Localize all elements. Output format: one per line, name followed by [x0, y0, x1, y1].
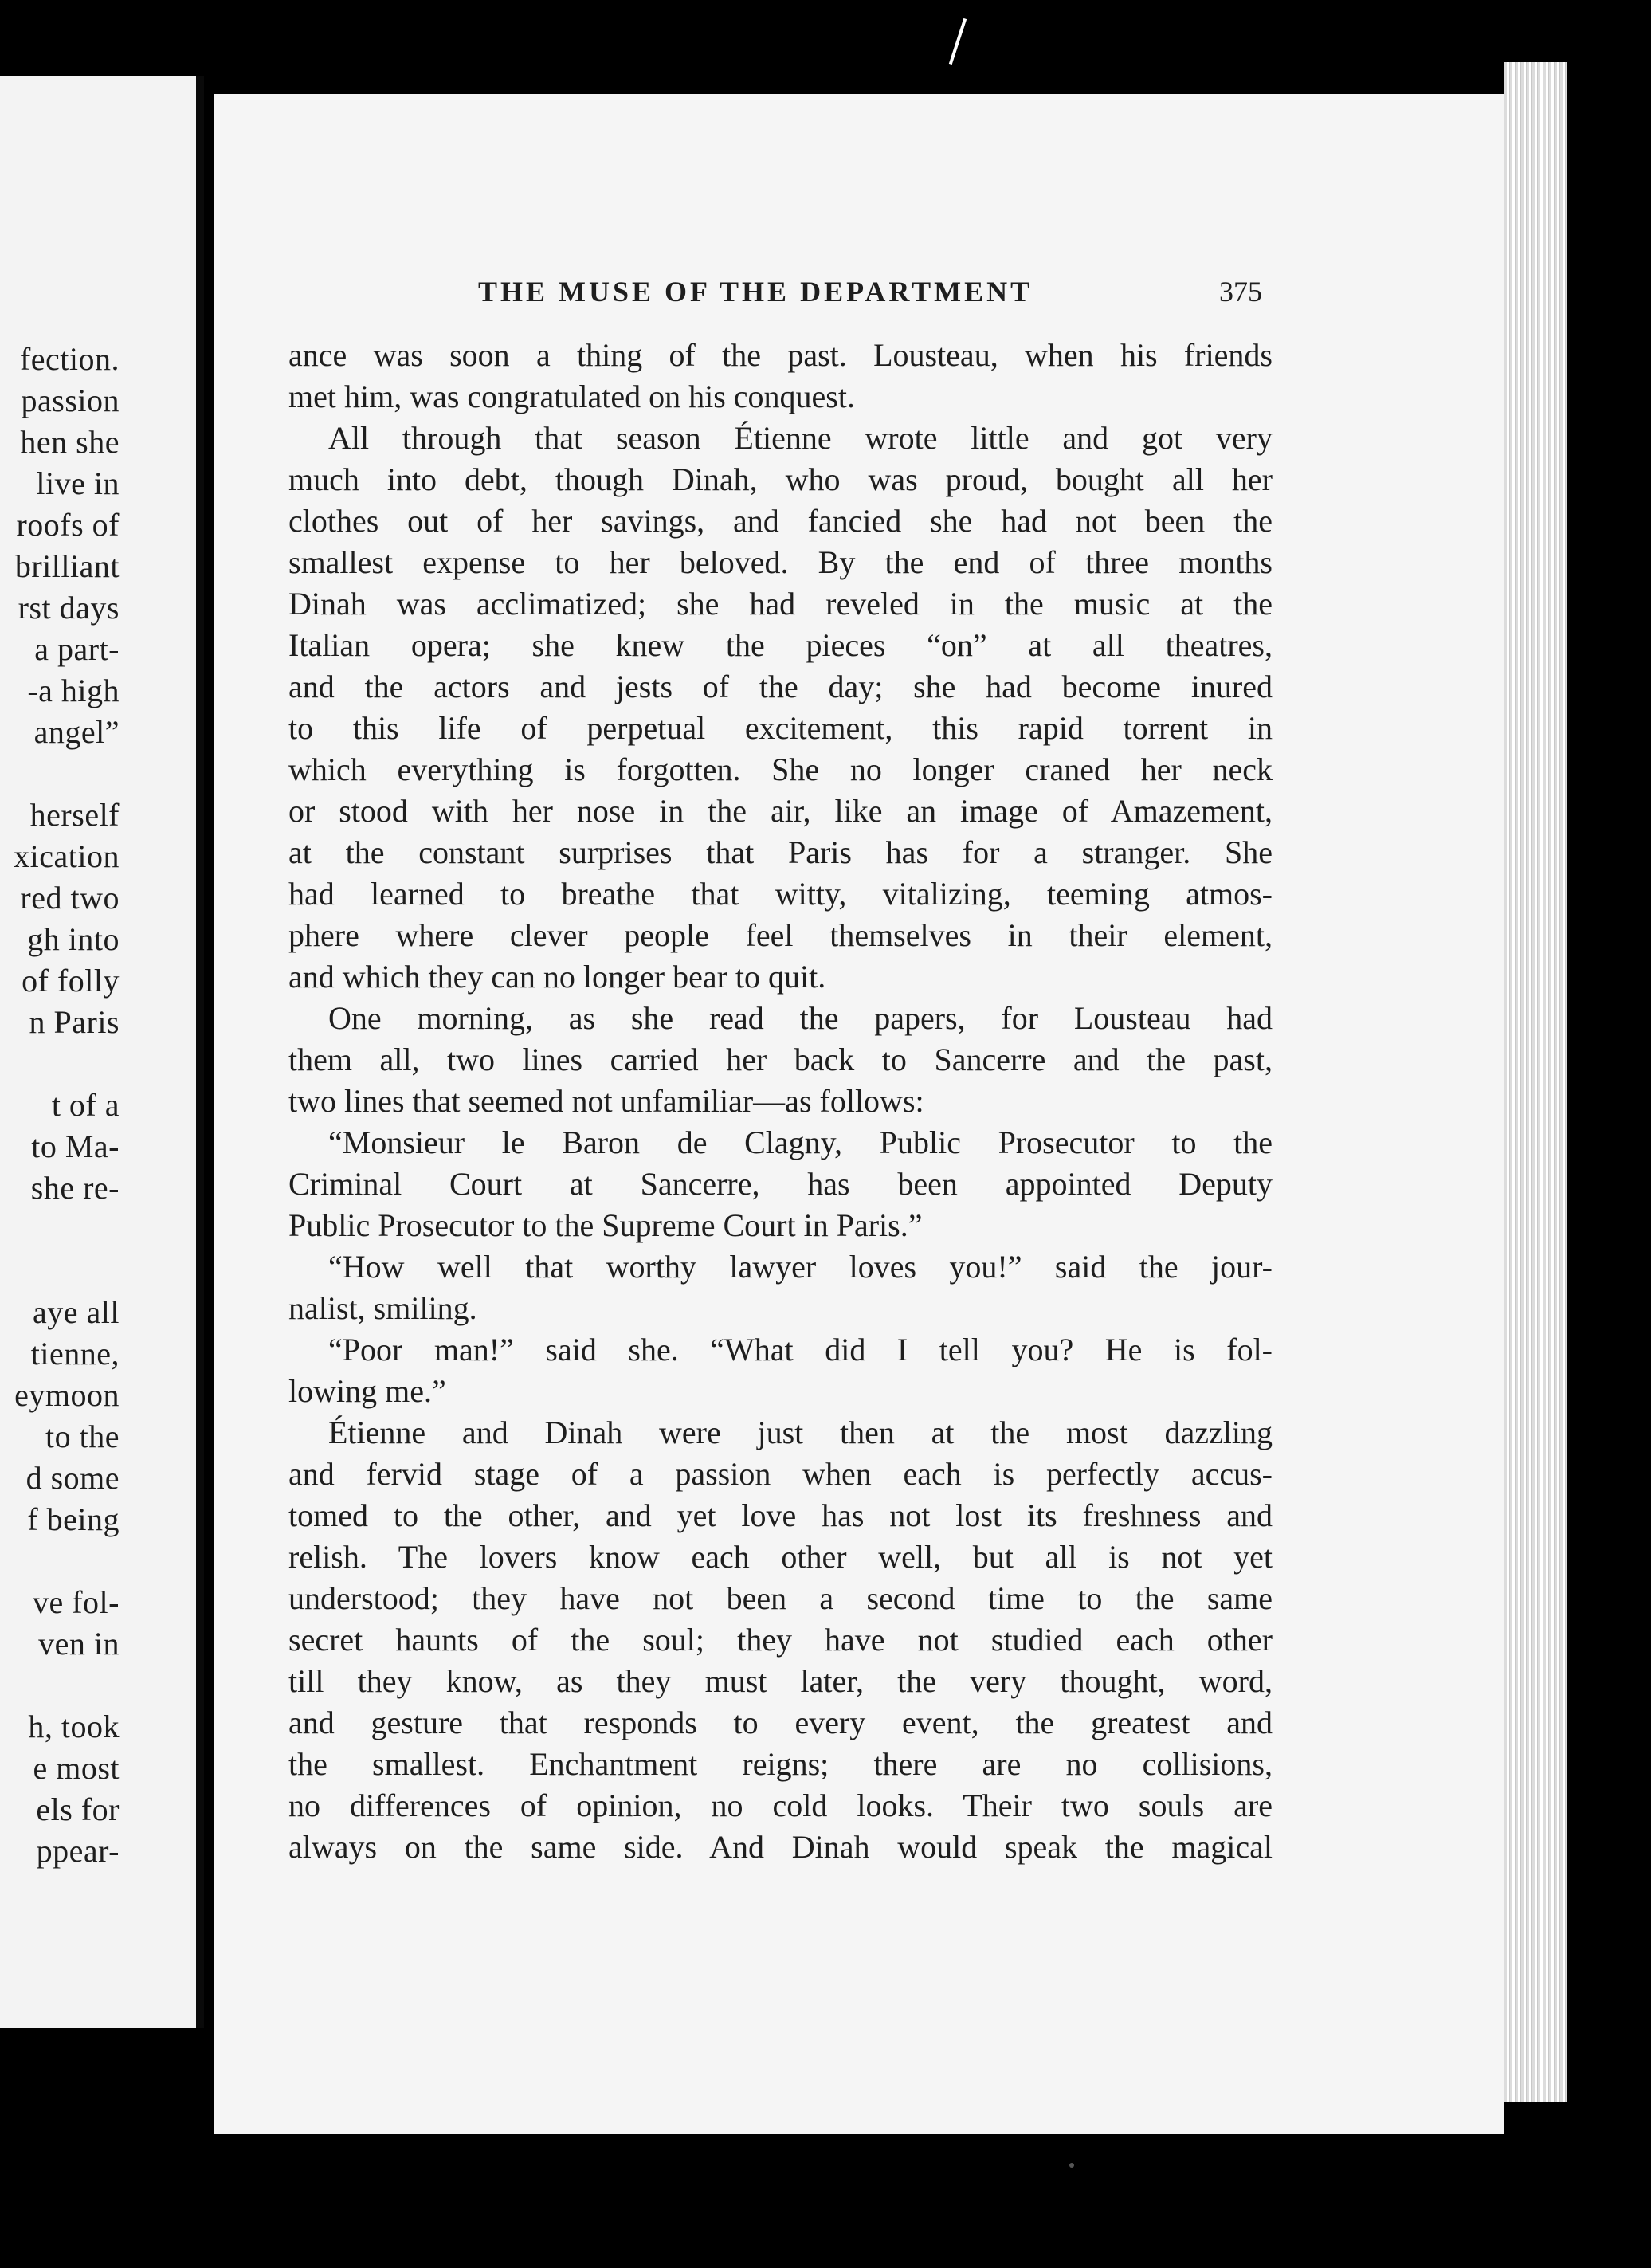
facing-page-line: tienne,	[30, 1336, 120, 1371]
text-line: two lines that seemed not unfamiliar—as follows:	[288, 1083, 924, 1119]
text-line: One morning, as she read the papers, for Lousteau had	[328, 1000, 1273, 1036]
facing-page-line: brilliant	[14, 548, 120, 584]
facing-page-line: xication	[14, 838, 120, 874]
text-line: “Poor man!” said she. “What did I tell you? He is fol-	[328, 1332, 1273, 1367]
facing-page-line: ppear-	[36, 1833, 120, 1869]
facing-page-line: els for	[36, 1791, 120, 1827]
facing-page-line: fection.	[19, 341, 120, 377]
text-line: Étienne and Dinah were just then at the most dazzling	[328, 1415, 1273, 1450]
facing-page-line: n Paris	[29, 1004, 120, 1040]
text-line: no differences of opinion, no cold looks. Their two souls are	[288, 1787, 1273, 1823]
facing-page-line: h, took	[28, 1709, 120, 1744]
text-line: nalist, smiling.	[288, 1290, 477, 1326]
text-line: and fervid stage of a passion when each is perfectly accus-	[288, 1456, 1273, 1492]
facing-page-line: live in	[36, 465, 120, 501]
text-line: “Monsieur le Baron de Clagny, Public Prosecutor to the	[328, 1124, 1273, 1160]
text-line: at the constant surprises that Paris has for a stranger. She	[288, 834, 1273, 870]
facing-page-line: d some	[25, 1460, 120, 1496]
text-line: the smallest. Enchantment reigns; there are no collisions,	[288, 1746, 1273, 1782]
scan-speck	[1069, 2163, 1074, 2168]
text-line: Criminal Court at Sancerre, has been appointed Deputy	[288, 1166, 1273, 1202]
facing-page-fragment	[0, 76, 204, 2028]
running-head: THE MUSE OF THE DEPARTMENT	[478, 276, 1033, 308]
facing-page-line: ven in	[38, 1626, 120, 1662]
text-line: always on the same side. And Dinah would speak the magical	[288, 1829, 1273, 1865]
text-line: Public Prosecutor to the Supreme Court in Paris.”	[288, 1207, 923, 1243]
text-line: and gesture that responds to every event, the greatest and	[288, 1705, 1273, 1740]
facing-page-line: e most	[33, 1750, 120, 1786]
facing-page-line: hen she	[20, 424, 120, 460]
scan-mark	[949, 18, 967, 65]
text-line: which everything is forgotten. She no longer craned her neck	[288, 751, 1273, 787]
page-number: 375	[1219, 276, 1262, 308]
text-line: phere where clever people feel themselves in their element,	[288, 917, 1273, 953]
facing-page-line: of folly	[22, 963, 120, 999]
facing-page-line: aye all	[33, 1294, 120, 1330]
text-line: tomed to the other, and yet love has not lost its freshness and	[288, 1497, 1273, 1533]
text-line: Dinah was acclimatized; she had reveled in the music at the	[288, 586, 1273, 622]
facing-page-line: rst days	[18, 590, 120, 626]
text-line: Italian opera; she knew the pieces “on” at all theatres,	[288, 627, 1273, 663]
facing-page-line: to the	[45, 1418, 120, 1454]
text-line: relish. The lovers know each other well, but all is not yet	[288, 1539, 1273, 1575]
text-line: “How well that worthy lawyer loves you!” said the jour-	[328, 1249, 1273, 1285]
text-line: clothes out of her savings, and fancied she had not been the	[288, 503, 1273, 539]
facing-page-line: to Ma-	[31, 1128, 120, 1164]
facing-page-line: eymoon	[14, 1377, 120, 1413]
facing-page-line: f being	[27, 1501, 120, 1537]
facing-page-line: she re-	[30, 1170, 120, 1206]
facing-page-line: -a high	[27, 673, 120, 708]
text-line: ance was soon a thing of the past. Lousteau, when his friends	[288, 337, 1273, 373]
page-edges	[1504, 62, 1567, 2102]
facing-page-line: passion	[21, 383, 120, 418]
text-line: and which they can no longer bear to quit.	[288, 959, 826, 995]
text-line: much into debt, though Dinah, who was proud, bought all her	[288, 461, 1273, 497]
text-line: All through that season Étienne wrote little and got very	[328, 420, 1273, 456]
text-line: or stood with her nose in the air, like an image of Amazement,	[288, 793, 1273, 829]
text-line: smallest expense to her beloved. By the end of three months	[288, 544, 1273, 580]
text-line: secret haunts of the soul; they have not studied each other	[288, 1622, 1273, 1658]
facing-page-line: a part-	[34, 631, 120, 667]
facing-page-line: ve fol-	[32, 1584, 120, 1620]
text-line: them all, two lines carried her back to Sancerre and the past,	[288, 1042, 1273, 1077]
text-line: had learned to breathe that witty, vitalizing, teeming atmos-	[288, 876, 1273, 912]
facing-page-line: red two	[20, 880, 120, 916]
text-line: understood; they have not been a second time to the same	[288, 1580, 1273, 1616]
text-line: lowing me.”	[288, 1373, 446, 1409]
facing-page-line: herself	[29, 797, 120, 833]
text-line: and the actors and jests of the day; she had become inured	[288, 669, 1273, 704]
facing-page-line: roofs of	[16, 507, 120, 543]
text-line: to this life of perpetual excitement, this rapid torrent in	[288, 710, 1273, 746]
facing-page-line: angel”	[33, 714, 120, 750]
facing-page-line: gh into	[27, 921, 120, 957]
text-line: met him, was congratulated on his conquest.	[288, 379, 855, 414]
text-line: till they know, as they must later, the very thought, word,	[288, 1663, 1273, 1699]
facing-page-line: t of a	[51, 1087, 120, 1123]
